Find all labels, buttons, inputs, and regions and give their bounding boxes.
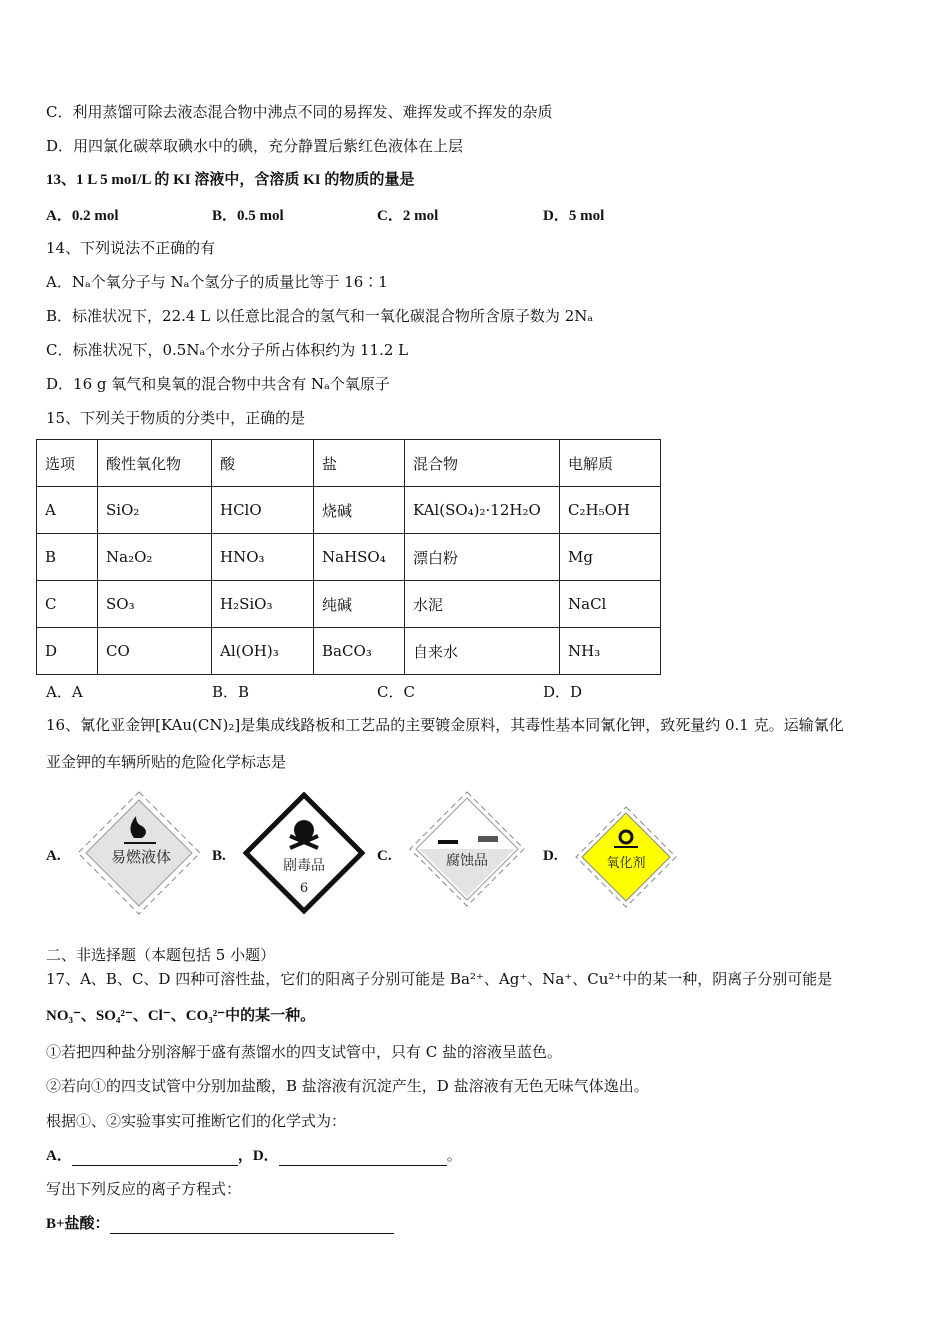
header-cell: 酸 bbox=[212, 440, 314, 487]
header-cell: 选项 bbox=[37, 440, 98, 487]
table-cell: Mg bbox=[560, 534, 661, 581]
q13-option-b: B．0.5 mol bbox=[212, 208, 284, 224]
answer-d-blank[interactable] bbox=[279, 1149, 447, 1166]
q13-stem: 13、1 L 5 moI/L 的 KI 溶液中，含溶质 KI 的物质的量是 bbox=[46, 172, 415, 188]
q17-condition-1: ①若把四种盐分别溶解于盛有蒸馏水的四支试管中，只有 C 盐的溶液呈蓝色。 bbox=[46, 1043, 563, 1061]
corrosion-icon bbox=[438, 840, 458, 844]
sign-text: 腐蚀品 bbox=[446, 853, 488, 869]
flammable-liquid-sign bbox=[76, 790, 202, 916]
q15-stem: 15、下列关于物质的分类中，正确的是 bbox=[46, 409, 306, 427]
q14-option-c: C．标准状况下，0.5Nₐ个水分子所占体积约为 11.2 L bbox=[46, 341, 409, 359]
table-cell: KAl(SO₄)₂·12H₂O bbox=[405, 487, 560, 534]
table-row bbox=[37, 628, 661, 675]
q12-option-c: C．利用蒸馏可除去液态混合物中沸点不同的易挥发、难挥发或不挥发的杂质 bbox=[46, 103, 553, 121]
q15-classification-table bbox=[36, 439, 661, 675]
table-row bbox=[37, 534, 661, 581]
table-cell: SO₃ bbox=[98, 581, 212, 628]
q13-option-c: C．2 mol bbox=[377, 208, 439, 224]
table-row bbox=[37, 581, 661, 628]
oxidizer-sign bbox=[574, 805, 678, 909]
q15-option-b: B．B bbox=[212, 683, 250, 701]
table-cell: NaHSO₄ bbox=[314, 534, 405, 581]
q17-stem-line1: 17、A、B、C、D 四种可溶性盐，它们的阳离子分别可能是 Ba²⁺、Ag⁺、Na⁺、Cu²⁺中的某一种，阴离子分别可能是 bbox=[46, 970, 833, 988]
table-cell: B bbox=[37, 534, 98, 581]
b-hcl-label: B+盐酸： bbox=[46, 1216, 110, 1232]
answer-d-label: ，D． bbox=[237, 1148, 279, 1164]
sign-text: 易燃液体 bbox=[110, 848, 172, 866]
table-cell: CO bbox=[98, 628, 212, 675]
table-cell: SiO₂ bbox=[98, 487, 212, 534]
q16-label-d: D. bbox=[543, 848, 558, 864]
table-cell: Al(OH)₃ bbox=[212, 628, 314, 675]
q16-stem-line1: 16、氰化亚金钾[KAu(CN)₂]是集成线路板和工艺品的主要镀金原料，其毒性基本同氰化钾，致死量约 0.1 克。运输氰化 bbox=[46, 716, 844, 734]
table-cell: 自来水 bbox=[405, 628, 560, 675]
q16-stem-line2: 亚金钾的车辆所贴的危险化学标志是 bbox=[46, 753, 287, 771]
section-heading: 二、非选择题（本题包括 5 小题） bbox=[46, 946, 276, 964]
sign-text: 剧毒品 bbox=[283, 858, 325, 874]
table-cell: A bbox=[37, 487, 98, 534]
q16-label-a: A. bbox=[46, 848, 61, 864]
header-cell: 混合物 bbox=[405, 440, 560, 487]
sign-number: 6 bbox=[299, 881, 309, 896]
table-cell: 烧碱 bbox=[314, 487, 405, 534]
q17-stem-line2: NO₃⁻、SO₄²⁻、Cl⁻、CO₃²⁻中的某一种。 bbox=[46, 1008, 316, 1024]
q13-option-a: A．0.2 mol bbox=[46, 208, 119, 224]
q17-equation-instruction: 写出下列反应的离子方程式： bbox=[46, 1180, 242, 1198]
header-cell: 酸性氧化物 bbox=[98, 440, 212, 487]
table-row bbox=[37, 487, 661, 534]
table-cell: NH₃ bbox=[560, 628, 661, 675]
q17-instruction: 根据①、②实验事实可推断它们的化学式为： bbox=[46, 1112, 347, 1130]
table-cell: HNO₃ bbox=[212, 534, 314, 581]
table-cell: 漂白粉 bbox=[405, 534, 560, 581]
sign-text: 氧化剂 bbox=[606, 856, 646, 871]
table-cell: Na₂O₂ bbox=[98, 534, 212, 581]
q15-option-d: D．D bbox=[543, 683, 583, 701]
header-cell: 电解质 bbox=[560, 440, 661, 487]
q14-stem: 14、下列说法不正确的有 bbox=[46, 239, 216, 257]
header-cell: 盐 bbox=[314, 440, 405, 487]
table-cell: HClO bbox=[212, 487, 314, 534]
table-cell: NaCl bbox=[560, 581, 661, 628]
table-cell: D bbox=[37, 628, 98, 675]
answer-a-label: A． bbox=[46, 1148, 72, 1164]
q17-equation-line bbox=[46, 1213, 394, 1234]
q16-label-b: B. bbox=[212, 848, 226, 864]
q14-option-b: B．标准状况下，22.4 L 以任意比混合的氢气和一氧化碳混合物所含原子数为 2Nₐ bbox=[46, 307, 594, 325]
corrosive-sign bbox=[408, 790, 526, 908]
q17-condition-2: ②若向①的四支试管中分别加盐酸，B 盐溶液有沉淀产生，D 盐溶液有无色无味气体逸出。 bbox=[46, 1077, 649, 1095]
table-cell: 纯碱 bbox=[314, 581, 405, 628]
q16-label-c: C. bbox=[377, 848, 392, 864]
q14-option-a: A．Nₐ个氧分子与 Nₐ个氢分子的质量比等于 16∶1 bbox=[46, 273, 388, 291]
table-cell: C₂H₅OH bbox=[560, 487, 661, 534]
b-hcl-blank[interactable] bbox=[110, 1217, 394, 1234]
q12-option-d: D．用四氯化碳萃取碘水中的碘，充分静置后紫红色液体在上层 bbox=[46, 137, 464, 155]
table-cell: BaCO₃ bbox=[314, 628, 405, 675]
table-cell: C bbox=[37, 581, 98, 628]
q15-option-c: C．C bbox=[377, 683, 415, 701]
table-header-row bbox=[37, 440, 661, 487]
q13-option-d: D．5 mol bbox=[543, 208, 605, 224]
q17-answer-line bbox=[46, 1145, 462, 1166]
q15-option-a: A．A bbox=[46, 683, 83, 701]
toxic-sign bbox=[243, 792, 365, 914]
table-cell: H₂SiO₃ bbox=[212, 581, 314, 628]
table-cell: 水泥 bbox=[405, 581, 560, 628]
answer-a-blank[interactable] bbox=[72, 1149, 238, 1166]
q14-option-d: D．16 g 氧气和臭氧的混合物中共含有 Nₐ个氧原子 bbox=[46, 375, 390, 393]
period: 。 bbox=[446, 1146, 462, 1164]
